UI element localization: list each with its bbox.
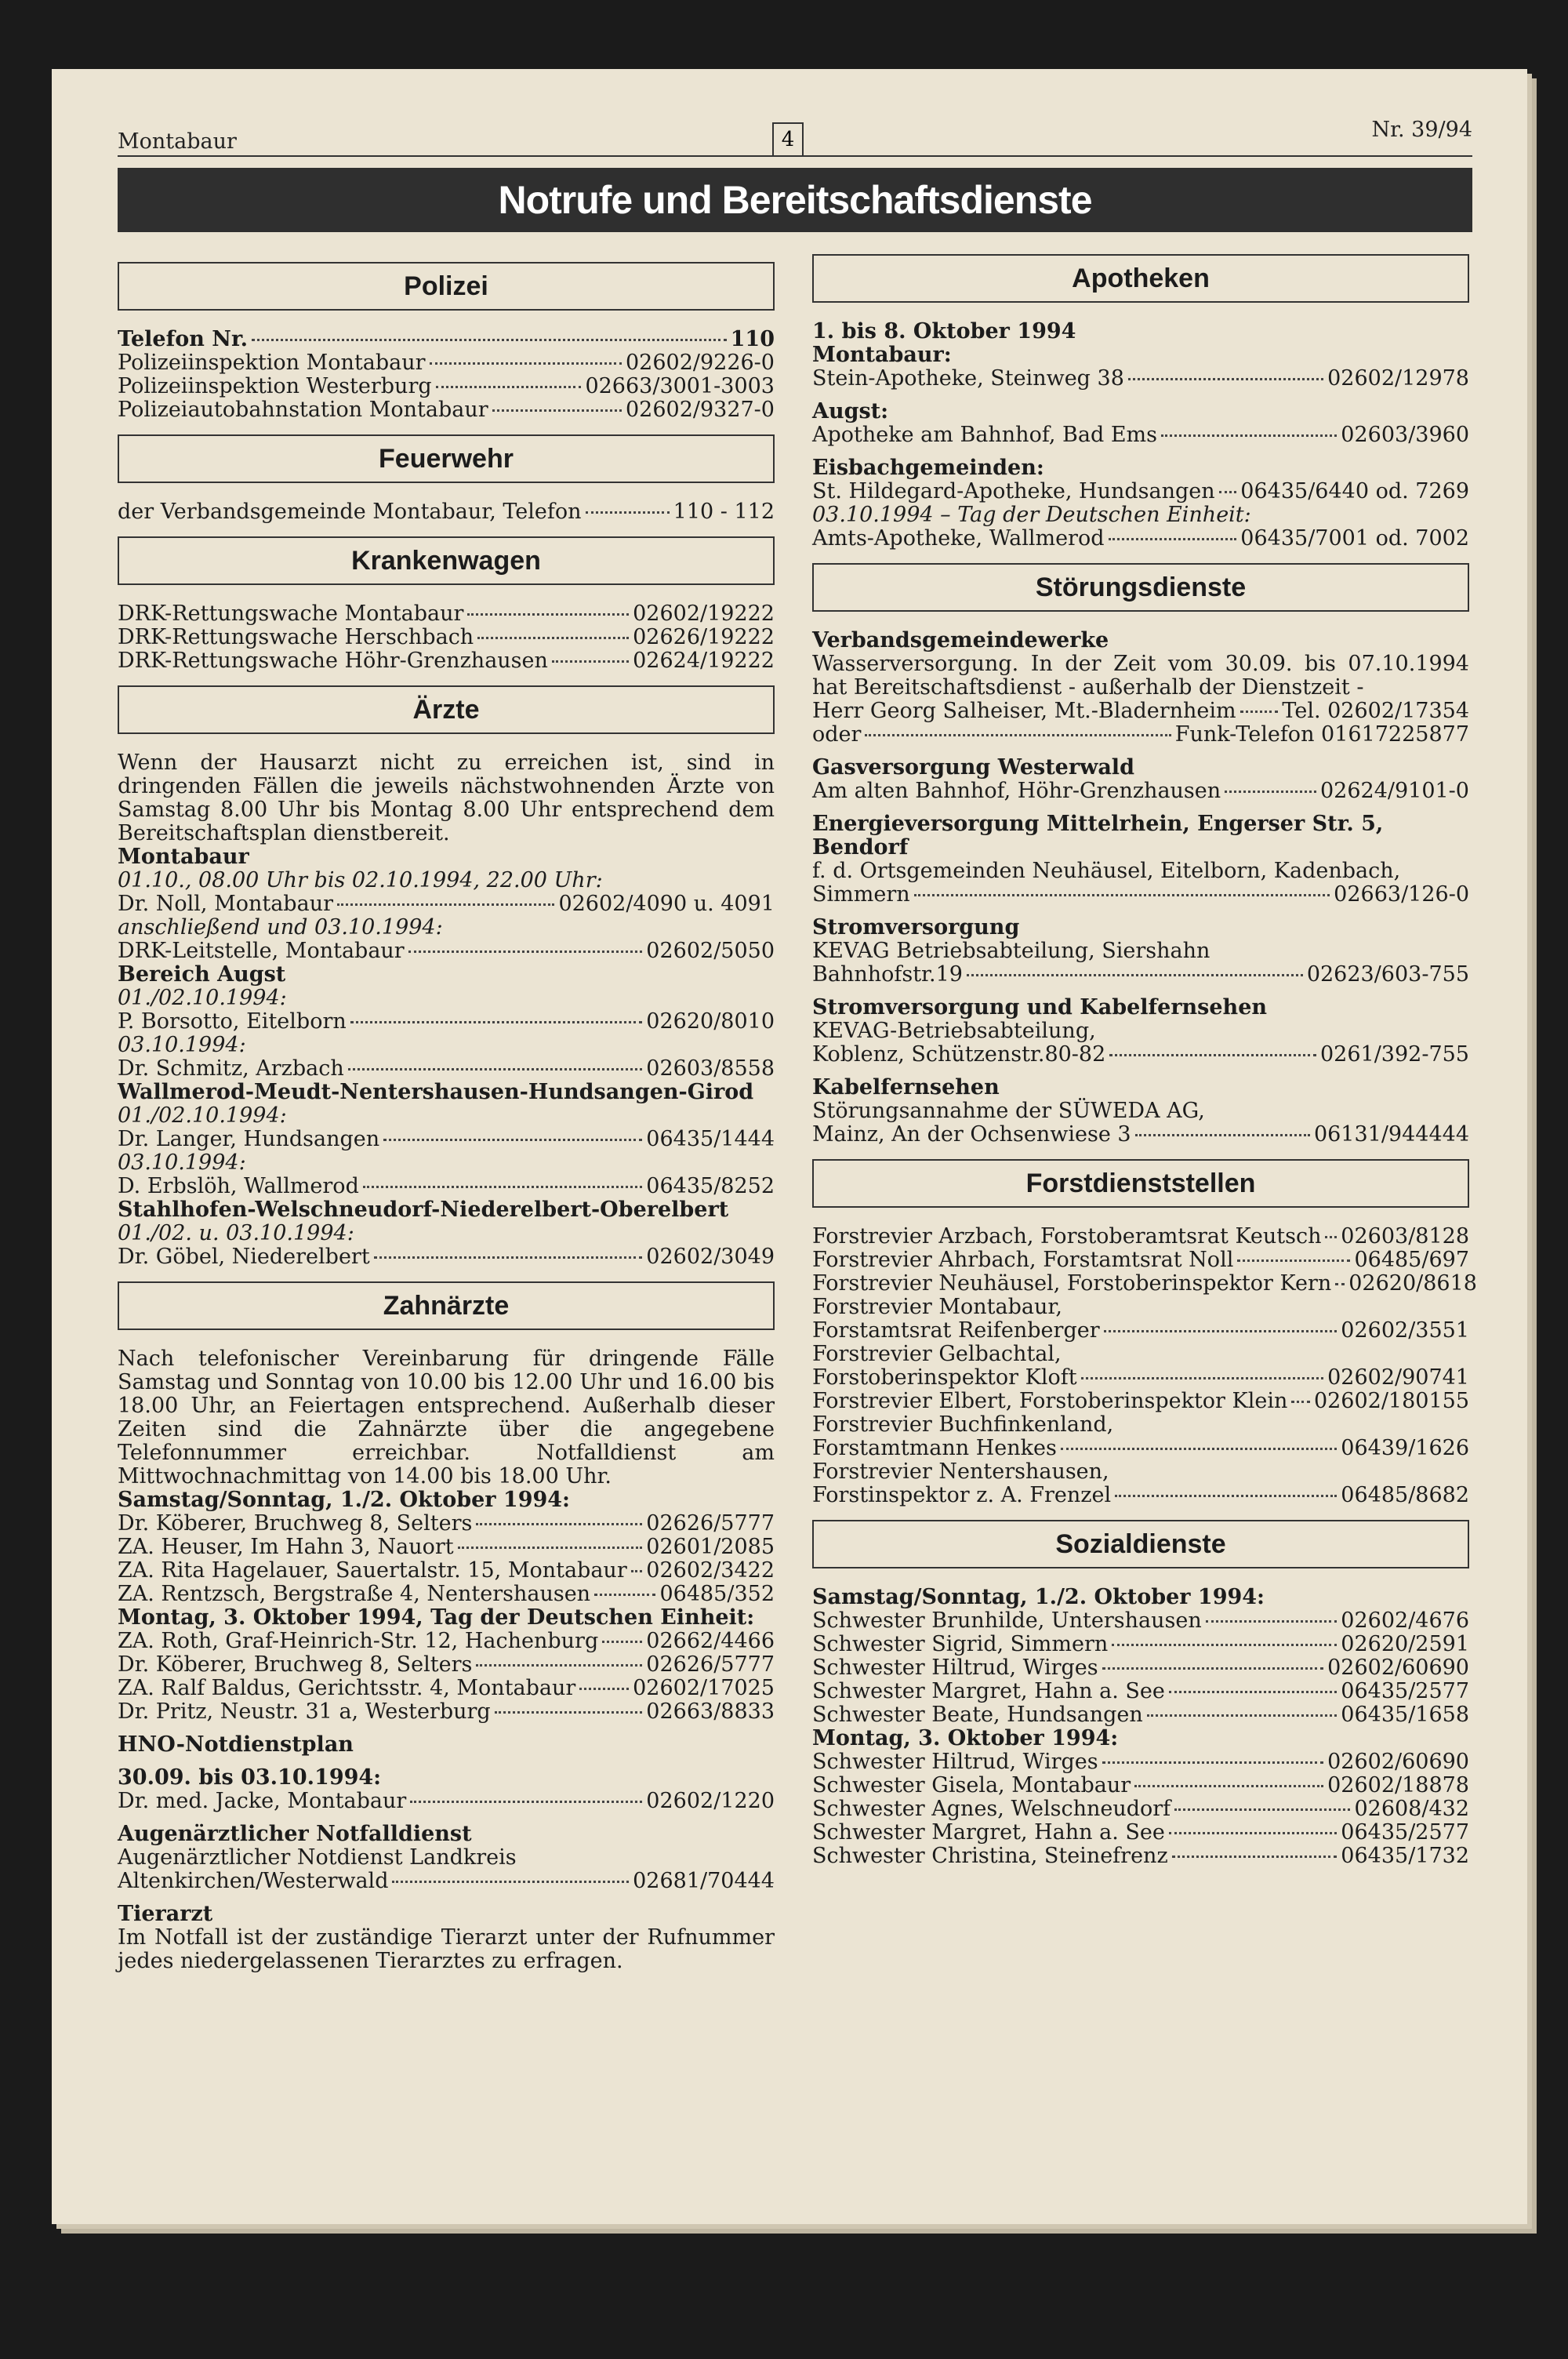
zahnaerzte-intro: Nach telefonischer Vereinbarung für dringende Fälle Samstag und Sonntag von 10.00 bis 12.00 Uhr und 16.00 bis 18.00 Uhr, an Feiertagen entsprechend. Außerhalb dieser Zeiten sind die Zahnärzte über die angegebene Telefonnummer erreichbar. Notfalldienst am Mittwochnachmittag von 14.00 bis 18.00 Uhr. [118,1347,775,1488]
text-line: Forstrevier Gelbachtal, [812,1342,1062,1366]
subhead: Augenärztlicher Notfalldienst [118,1822,472,1846]
listing-row: DRK-Leitstelle, Montabaur 02602/5050 [118,939,775,963]
section-title-polizei: Polizei [118,262,775,311]
listing-row: Schwester Hiltrud, Wirges 02602/60690 [812,1750,1469,1774]
listing-row: ZA. Heuser, Im Hahn 3, Nauort 02601/2085 [118,1535,775,1559]
date-line: anschließend und 03.10.1994: [118,915,443,940]
listing-row: Schwester Margret, Hahn a. See 06435/2577 [812,1679,1469,1703]
subhead: Verbandsgemeindewerke [812,628,1109,652]
text-line: Störungsannahme der SÜWEDA AG, [812,1099,1205,1123]
subhead: Montabaur: [812,343,952,367]
listing-row: P. Borsotto, Eitelborn 02620/8010 [118,1009,775,1034]
listing-row: Polizeiinspektion Montabaur 02602/9226-0 [118,351,775,375]
listing-row: Forstrevier Ahrbach, Forstamtsrat Noll 06485/697 [812,1248,1469,1272]
text-line: Wasserversorgung. In der Zeit vom 30.09. bis 07.10.1994 hat Bereitschaftsdienst - außerhalb der Dienstzeit - [812,652,1469,700]
listing-row: Dr. Noll, Montabaur 02602/4090 u. 4091 [118,892,775,916]
subhead: Montag, 3. Oktober 1994, Tag der Deutschen Einheit: [118,1605,755,1630]
text-line: f. d. Ortsgemeinden Neuhäusel, Eitelborn, Kadenbach, [812,859,1401,883]
section-title-zahnaerzte: Zahnärzte [118,1281,775,1330]
listing-row: ZA. Rita Hagelauer, Sauertalstr. 15, Montabaur 02602/3422 [118,1558,775,1583]
text-line: Augenärztlicher Notdienst Landkreis [118,1845,517,1870]
listing-row: St. Hildegard-Apotheke, Hundsangen 06435/6440 od. 7269 [812,479,1469,503]
listing-row: Bahnhofstr.19 02623/603-755 [812,962,1469,987]
listing-row: der Verbandsgemeinde Montabaur, Telefon 110 - 112 [118,500,775,524]
listing-row: Schwester Hiltrud, Wirges 02602/60690 [812,1656,1469,1680]
header-rule [118,155,1472,157]
listing-row: Koblenz, Schützenstr.80-82 0261/392-755 [812,1042,1469,1067]
subhead: Montag, 3. Oktober 1994: [812,1726,1119,1750]
listing-row: Dr. med. Jacke, Montabaur 02602/1220 [118,1789,775,1813]
subhead: Stromversorgung [812,915,1020,940]
listing-row: Schwester Brunhilde, Untershausen 02602/4676 [812,1608,1469,1633]
listing-row: Dr. Pritz, Neustr. 31 a, Westerburg 02663/8833 [118,1699,775,1724]
listing-row: Polizeiautobahnstation Montabaur 02602/9327-0 [118,398,775,422]
text-line: KEVAG-Betriebsabteilung, [812,1019,1096,1043]
subhead: Stromversorgung und Kabelfernsehen [812,995,1267,1020]
section-title-sozialdienste: Sozialdienste [812,1520,1469,1568]
listing-row: ZA. Ralf Baldus, Gerichtsstr. 4, Montabaur 02602/17025 [118,1676,775,1700]
listing-row: DRK-Rettungswache Höhr-Grenzhausen 02624/19222 [118,649,775,673]
text-line: Forstrevier Nentershausen, [812,1459,1109,1484]
right-column [812,249,1477,1868]
listing-row: ZA. Rentzsch, Bergstraße 4, Nentershausen 06485/352 [118,1582,775,1606]
listing-row: Dr. Köberer, Bruchweg 8, Selters 02626/5777 [118,1511,775,1536]
date-line: 03.10.1994: [118,1150,246,1175]
subhead: Eisbachgemeinden: [812,456,1044,480]
date-line: 03.10.1994: [118,1033,246,1057]
subhead: Stahlhofen-Welschneudorf-Niederelbert-Oberelbert [118,1198,729,1222]
header-place: Montabaur [118,129,237,154]
listing-row: Schwester Gisela, Montabaur 02602/18878 [812,1773,1469,1797]
listing-row: Herr Georg Salheiser, Mt.-Bladernheim Tel. 02602/17354 [812,699,1469,723]
listing-row: Forstrevier Elbert, Forstoberinspektor Klein 02602/180155 [812,1389,1469,1413]
date-line: 03.10.1994 – Tag der Deutschen Einheit: [812,503,1251,527]
section-title-feuerwehr: Feuerwehr [118,434,775,483]
subhead: Energieversorgung Mittelrhein, Engerser Str. 5, Bendorf [812,812,1384,860]
text-line: KEVAG Betriebsabteilung, Siershahn [812,939,1210,963]
text-line: Forstrevier Montabaur, [812,1295,1062,1319]
listing-row: Dr. Köberer, Bruchweg 8, Selters 02626/5777 [118,1652,775,1677]
subhead: Samstag/Sonntag, 1./2. Oktober 1994: [118,1488,571,1512]
subhead: Tierarzt [118,1902,213,1926]
subhead: Wallmerod-Meudt-Nentershausen-Hundsangen-Girod [118,1080,754,1104]
listing-row: Schwester Beate, Hundsangen 06435/1658 [812,1703,1469,1727]
date-line: 01./02. u. 03.10.1994: [118,1221,354,1245]
issue-number: Nr. 39/94 [1371,118,1472,142]
listing-row: Dr. Göbel, Niederelbert 02602/3049 [118,1245,775,1269]
section-title-krankenwagen: Krankenwagen [118,536,775,585]
subhead: Bereich Augst [118,962,286,987]
newspaper-page [52,69,1527,2224]
subhead: 1. bis 8. Oktober 1994 [812,319,1076,343]
listing-row: Forstinspektor z. A. Frenzel 06485/8682 [812,1483,1469,1507]
listing-row: Forstamtsrat Reifenberger 02602/3551 [812,1318,1469,1343]
section-title-aerzte: Ärzte [118,685,775,734]
listing-row: Schwester Christina, Steinefrenz 06435/1732 [812,1844,1469,1868]
listing-row: Simmern 02663/126-0 [812,882,1469,907]
subhead: HNO-Notdienstplan [118,1732,354,1757]
section-title-stoerungsdienste: Störungsdienste [812,563,1469,612]
listing-row: Forstrevier Arzbach, Forstoberamtsrat Keutsch 02603/8128 [812,1224,1469,1249]
section-title-forstdienststellen: Forstdienststellen [812,1159,1469,1208]
date-line: 01./02.10.1994: [118,1103,287,1128]
tierarzt-text: Im Notfall ist der zuständige Tierarzt unter der Rufnummer jedes niedergelassenen Tierarztes zu erfragen. [118,1925,775,1973]
listing-row: DRK-Rettungswache Herschbach 02626/19222 [118,625,775,649]
listing-row: Polizeiinspektion Westerburg 02663/3001-3003 [118,374,775,398]
listing-row: Stein-Apotheke, Steinweg 38 02602/12978 [812,366,1469,391]
subhead: Gasversorgung Westerwald [812,755,1134,780]
listing-row: Schwester Agnes, Welschneudorf 02608/432 [812,1797,1469,1821]
page-header [118,118,1472,157]
listing-row: ZA. Roth, Graf-Heinrich-Str. 12, Hachenburg 02662/4466 [118,1629,775,1653]
listing-row: D. Erbslöh, Wallmerod 06435/8252 [118,1174,775,1198]
page-title: Notrufe und Bereitschaftsdienste [118,168,1472,232]
listing-row: Amts-Apotheke, Wallmerod 06435/7001 od. 7002 [812,526,1469,551]
subhead: Montabaur [118,845,249,869]
listing-row: Forstrevier Neuhäusel, Forstoberinspektor Kern 02620/8618 [812,1271,1477,1296]
subhead: Samstag/Sonntag, 1./2. Oktober 1994: [812,1585,1265,1609]
listing-row: Forstamtmann Henkes 06439/1626 [812,1436,1469,1460]
listing-row: Schwester Margret, Hahn a. See 06435/2577 [812,1820,1469,1845]
listing-row: Altenkirchen/Westerwald 02681/70444 [118,1869,775,1893]
section-title-apotheken: Apotheken [812,254,1469,303]
listing-row: Schwester Sigrid, Simmern 02620/2591 [812,1632,1469,1656]
listing-row: Am alten Bahnhof, Höhr-Grenzhausen 02624/9101-0 [812,779,1469,803]
listing-row: Telefon Nr. 110 [118,327,775,351]
subhead: Augst: [812,399,889,423]
aerzte-intro: Wenn der Hausarzt nicht zu erreichen ist, sind in dringenden Fällen die jeweils nächstwohnenden Ärzte von Samstag 8.00 Uhr bis Montag 8.00 Uhr entsprechend dem Bereitschaftsplan dienstbereit. [118,751,775,845]
subhead: Kabelfernsehen [812,1075,1000,1100]
left-column [118,249,775,1973]
text-line: Forstrevier Buchfinkenland, [812,1412,1114,1437]
listing-row: Mainz, An der Ochsenwiese 3 06131/944444 [812,1122,1469,1147]
date-line: 01./02.10.1994: [118,986,287,1010]
listing-row: Dr. Schmitz, Arzbach 02603/8558 [118,1056,775,1081]
subhead: 30.09. bis 03.10.1994: [118,1765,382,1790]
listing-row: Apotheke am Bahnhof, Bad Ems 02603/3960 [812,423,1469,447]
page-number: 4 [772,122,804,157]
listing-row: Dr. Langer, Hundsangen 06435/1444 [118,1127,775,1151]
date-line: 01.10., 08.00 Uhr bis 02.10.1994, 22.00 Uhr: [118,868,603,892]
listing-row: DRK-Rettungswache Montabaur 02602/19222 [118,602,775,626]
listing-row: Forstoberinspektor Kloft 02602/90741 [812,1365,1469,1390]
listing-row: oder Funk-Telefon 01617225877 [812,722,1469,747]
